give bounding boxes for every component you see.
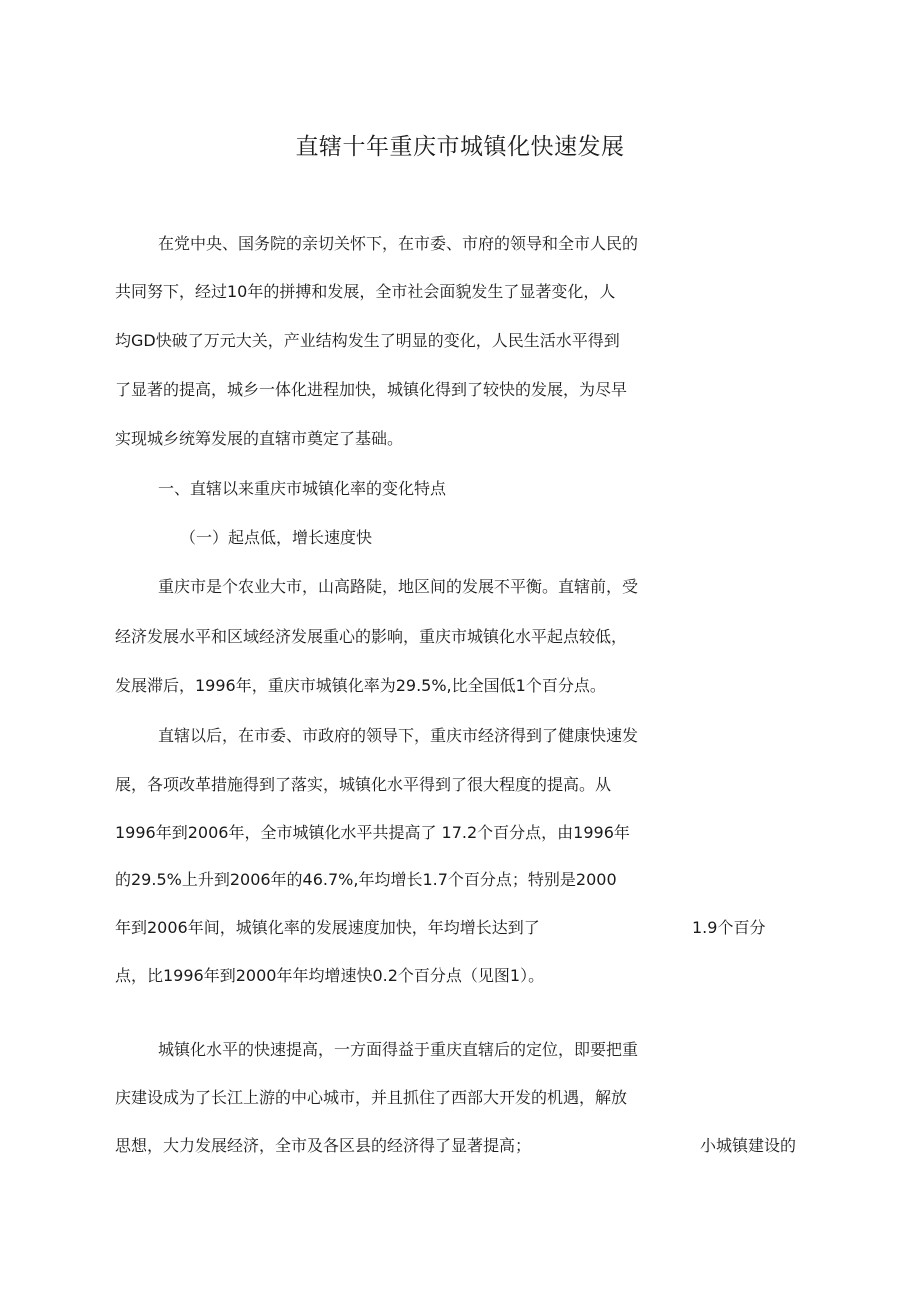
paragraph-line-fragment: 1.9个百分 [692, 918, 766, 937]
paragraph-line: 了显著的提高，城乡一体化进程加快，城镇化得到了较快的发展，为尽早 [115, 380, 628, 399]
paragraph-line: 共同努下，经过10年的拼搏和发展，全市社会面貌发生了显著变化，人 [115, 282, 616, 301]
document-title: 直辖十年重庆市城镇化快速发展 [295, 134, 625, 160]
paragraph-line: 实现城乡统筹发展的直辖市奠定了基础。 [115, 429, 404, 448]
paragraph-line: 1996年到2006年，全市城镇化水平共提高了 17.2个百分点，由1996年 [115, 823, 630, 842]
paragraph-line-fragment: 小城镇建设的 [700, 1136, 797, 1155]
paragraph-line: 发展滞后，1996年，重庆市城镇化率为29.5%,比全国低1个百分点。 [115, 676, 606, 695]
paragraph-line: 经济发展水平和区域经济发展重心的影响，重庆市城镇化水平起点较低， [115, 627, 628, 646]
paragraph-line: 均GD快破了万元大关，产业结构发生了明显的变化，人民生活水平得到 [115, 331, 620, 350]
subsection-heading: （一）起点低，增长速度快 [180, 528, 373, 547]
paragraph-line: 直辖以后，在市委、市政府的领导下，重庆市经济得到了健康快速发 [158, 726, 639, 745]
paragraph-line: 思想，大力发展经济，全市及各区县的经济得了显著提高； [115, 1136, 532, 1155]
paragraph-line: 庆建设成为了长江上游的中心城市，并且抓住了西部大开发的机遇，解放 [115, 1088, 628, 1107]
paragraph-line: 重庆市是个农业大市，山高路陡，地区间的发展不平衡。直辖前，受 [158, 577, 639, 596]
paragraph-line: 展，各项改革措施得到了落实，城镇化水平得到了很大程度的提高。从 [115, 775, 612, 794]
paragraph-line: 点，比1996年到2000年年均增速快0.2个百分点（见图1）。 [115, 966, 545, 985]
section-heading: 一、直辖以来重庆市城镇化率的变化特点 [158, 479, 447, 498]
paragraph-line: 的29.5%上升到2006年的46.7%,年均增长1.7个百分点；特别是2000 [115, 870, 617, 889]
paragraph-line: 年到2006年间，城镇化率的发展速度加快，年均增长达到了 [115, 918, 540, 937]
paragraph-line: 城镇化水平的快速提高，一方面得益于重庆直辖后的定位，即要把重 [158, 1040, 639, 1059]
paragraph-line: 在党中央、国务院的亲切关怀下，在市委、市府的领导和全市人民的 [158, 234, 639, 253]
